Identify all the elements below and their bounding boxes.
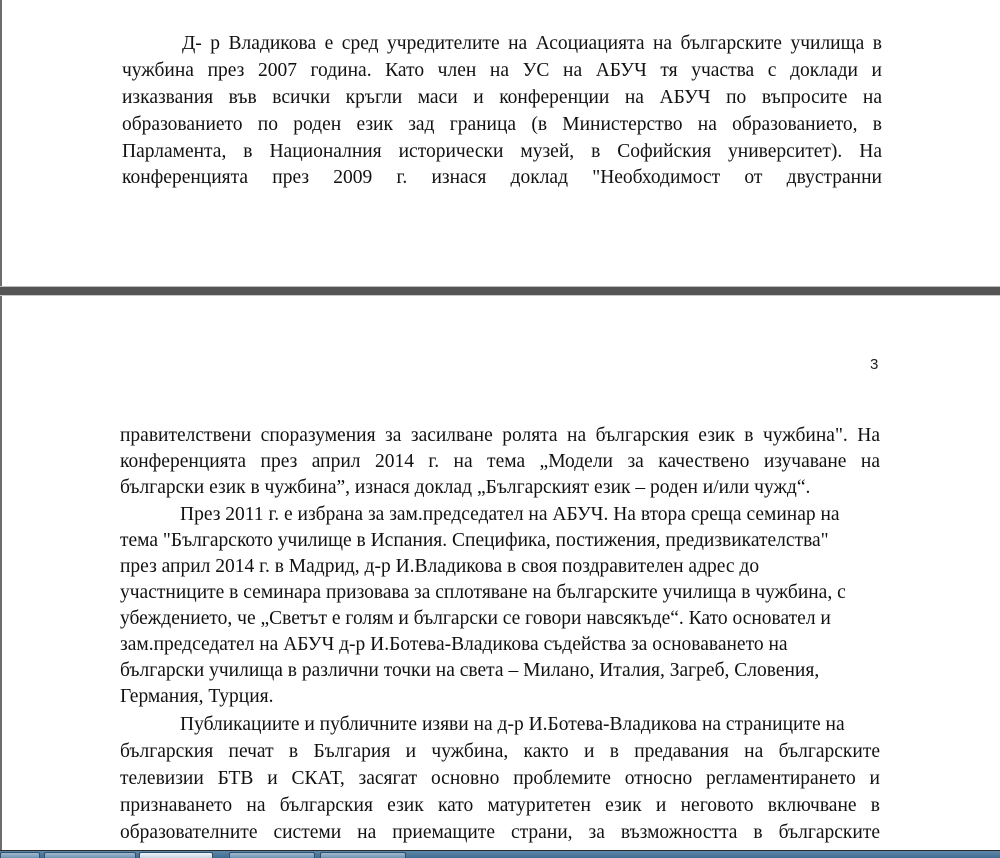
text-line: българския печат в България и чужбина, както и в предавания на българските [120, 741, 880, 762]
page-number: 3 [870, 356, 879, 373]
text-line: през април 2014 г. в Мадрид, д-р И.Владикова в своя поздравителен адрес до [120, 556, 760, 577]
taskbar-button[interactable] [44, 852, 136, 858]
taskbar-button[interactable] [0, 852, 40, 858]
text-line: образователните системи на приемащите страни, за възможността в българските [120, 822, 880, 843]
text-line: Д- р Владикова е сред учредителите на Асоциацията на българските училища в [182, 33, 882, 54]
text-line: През 2011 г. е избрана за зам.председател на АБУЧ. На втора среща семинар на [180, 504, 840, 525]
text-line: български училища в различни точки на света – Милано, Италия, Загреб, Словения, [120, 660, 820, 681]
text-line: тема "Българското училище в Испания. Специфика, постижения, предизвикателства" [120, 530, 829, 551]
text-line: конференцията през април 2014 г. на тема „Модели за качествено изучаване на [120, 451, 880, 472]
page-separator [0, 286, 1000, 296]
text-line: български език в чужбина”, изнася доклад „Българският език – роден и/или чужд“. [120, 477, 811, 498]
text-line: убеждението, че „Светът е голям и български се говори навсякъде“. Като основател и [120, 608, 831, 629]
text-line: участниците в семинара призовава за сплотяване на българските училища в чужбина, с [120, 582, 846, 603]
text-line: чужбина през 2007 година. Като член на УС на АБУЧ тя участва с доклади и [122, 60, 882, 81]
text-line: телевизии БТВ и СКАТ, засягат основно проблемите относно регламентирането и [120, 768, 880, 789]
document-page-top [0, 0, 1000, 286]
taskbar-button[interactable] [320, 852, 406, 858]
text-line: зам.председател на АБУЧ д-р И.Ботева-Владикова съдейства за основаването на [120, 634, 788, 655]
text-line: Публикациите и публичните изяви на д-р И.Ботева-Владикова на страниците на [180, 714, 845, 735]
text-line: конференцията през 2009 г. изнася доклад "Необходимост от двустранни [122, 167, 882, 188]
text-line: Германия, Турция. [120, 686, 274, 707]
taskbar-button[interactable] [229, 852, 315, 858]
text-line: признаването на българския език като матуритетен език и неговото включване в [120, 795, 880, 816]
text-line: образованието по роден език зад граница (в Министерство на образованието, в [122, 114, 882, 135]
text-line: правителствени споразумения за засилване ролята на българския език в чужбина". На [120, 425, 880, 446]
text-line: Парламента, в Националния исторически музей, в Софийския университет). На [122, 141, 882, 162]
taskbar-button[interactable] [139, 852, 213, 858]
text-line: изказвания във всички кръгли маси и конференции на АБУЧ по въпросите на [122, 87, 882, 108]
